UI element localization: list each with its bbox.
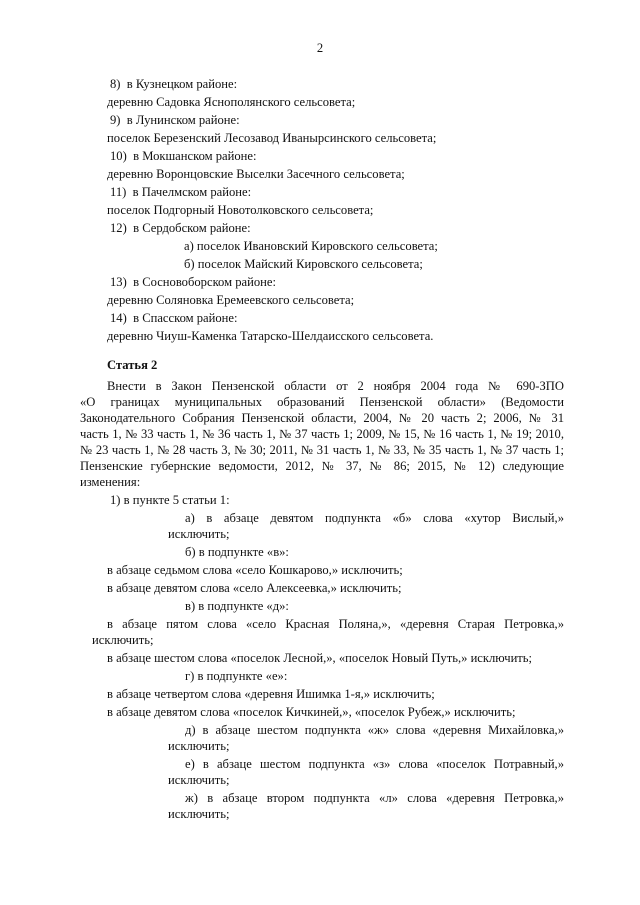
subpoint-e-line-2: исключить; xyxy=(168,773,230,787)
subpoint-d-line-1: д) в абзаце шестом подпункта «ж» слова «деревня Михайловка,» xyxy=(185,723,564,737)
subpoint-g-head: г) в подпункте «е»: xyxy=(185,669,288,683)
subpoint-a-line-2: исключить; xyxy=(168,527,230,541)
point-1: 1) в пункте 5 статьи 1: xyxy=(110,493,230,507)
district-11-item: поселок Подгорный Новотолковского сельсовета; xyxy=(107,203,374,217)
district-9: 9) в Лунинском районе: xyxy=(110,113,240,127)
subpoint-a-line-1: а) в абзаце девятом подпункта «б» слова «хутор Вислый,» xyxy=(185,511,564,525)
article-title: Статья 2 xyxy=(107,358,158,372)
district-12-subitem-b: б) поселок Майский Кировского сельсовета; xyxy=(184,257,423,271)
intro-line-7: изменения: xyxy=(80,475,141,489)
district-13-item: деревню Соляновка Еремеевского сельсовета; xyxy=(107,293,355,307)
district-12: 12) в Сердобском районе: xyxy=(110,221,251,235)
subpoint-zh-line-1: ж) в абзаце втором подпункта «л» слова «деревня Петровка,» xyxy=(185,791,564,805)
page-number: 2 xyxy=(316,41,324,55)
subpoint-v-line-2: исключить; xyxy=(92,633,154,647)
district-8: 8) в Кузнецком районе: xyxy=(110,77,238,91)
subpoint-b-head: б) в подпункте «в»: xyxy=(185,545,289,559)
subpoint-g-item-2: в абзаце девятом слова «поселок Кичкиней,», «поселок Рубеж,» исключить; xyxy=(107,705,516,719)
district-10-item: деревню Воронцовские Выселки Засечного сельсовета; xyxy=(107,167,405,181)
district-8-item: деревню Садовка Яснополянского сельсовета; xyxy=(107,95,356,109)
subpoint-v-line-1: в абзаце пятом слова «село Красная Поляна,», «деревня Старая Петровка,» xyxy=(107,617,564,631)
intro-line-5: № 23 часть 1, № 28 часть 3, № 30; 2011, № 31 часть 1, № 33, № 35 часть 1, № 37 часть 1; xyxy=(80,443,564,457)
intro-line-4: часть 1, № 33 часть 1, № 36 часть 1, № 37 часть 1; 2009, № 15, № 16 часть 1, № 19; 2010, xyxy=(80,427,564,441)
subpoint-b-item-2: в абзаце девятом слова «село Алексеевка,» исключить; xyxy=(107,581,402,595)
district-10: 10) в Мокшанском районе: xyxy=(110,149,257,163)
intro-line-6: Пензенские губернские ведомости, 2012, № 37, № 86; 2015, № 12) следующие xyxy=(80,459,564,473)
district-14: 14) в Спасском районе: xyxy=(110,311,238,325)
subpoint-g-item-1: в абзаце четвертом слова «деревня Ишимка 1-я,» исключить; xyxy=(107,687,435,701)
district-13: 13) в Сосновоборском районе: xyxy=(110,275,276,289)
district-9-item: поселок Березенский Лесозавод Иванырсинского сельсовета; xyxy=(107,131,437,145)
intro-line-2: «О границах муниципальных образований Пензенской области» (Ведомости xyxy=(80,395,564,409)
subpoint-d-line-2: исключить; xyxy=(168,739,230,753)
intro-line-3: Законодательного Собрания Пензенской области, 2004, № 20 часть 2; 2006, № 31 xyxy=(80,411,564,425)
intro-line-1: Внести в Закон Пензенской области от 2 ноября 2004 года № 690-ЗПО xyxy=(107,379,564,393)
subpoint-zh-line-2: исключить; xyxy=(168,807,230,821)
subpoint-b-item-1: в абзаце седьмом слова «село Кошкарово,» исключить; xyxy=(107,563,403,577)
district-14-item: деревню Чиуш-Каменка Татарско-Шелдаисского сельсовета. xyxy=(107,329,434,343)
subpoint-e-line-1: е) в абзаце шестом подпункта «з» слова «поселок Потравный,» xyxy=(185,757,564,771)
subpoint-v-line-3: в абзаце шестом слова «поселок Лесной,», «поселок Новый Путь,» исключить; xyxy=(107,651,533,665)
subpoint-v-head: в) в подпункте «д»: xyxy=(185,599,289,613)
district-11: 11) в Пачелмском районе: xyxy=(110,185,252,199)
district-12-subitem-a: а) поселок Ивановский Кировского сельсовета; xyxy=(184,239,438,253)
